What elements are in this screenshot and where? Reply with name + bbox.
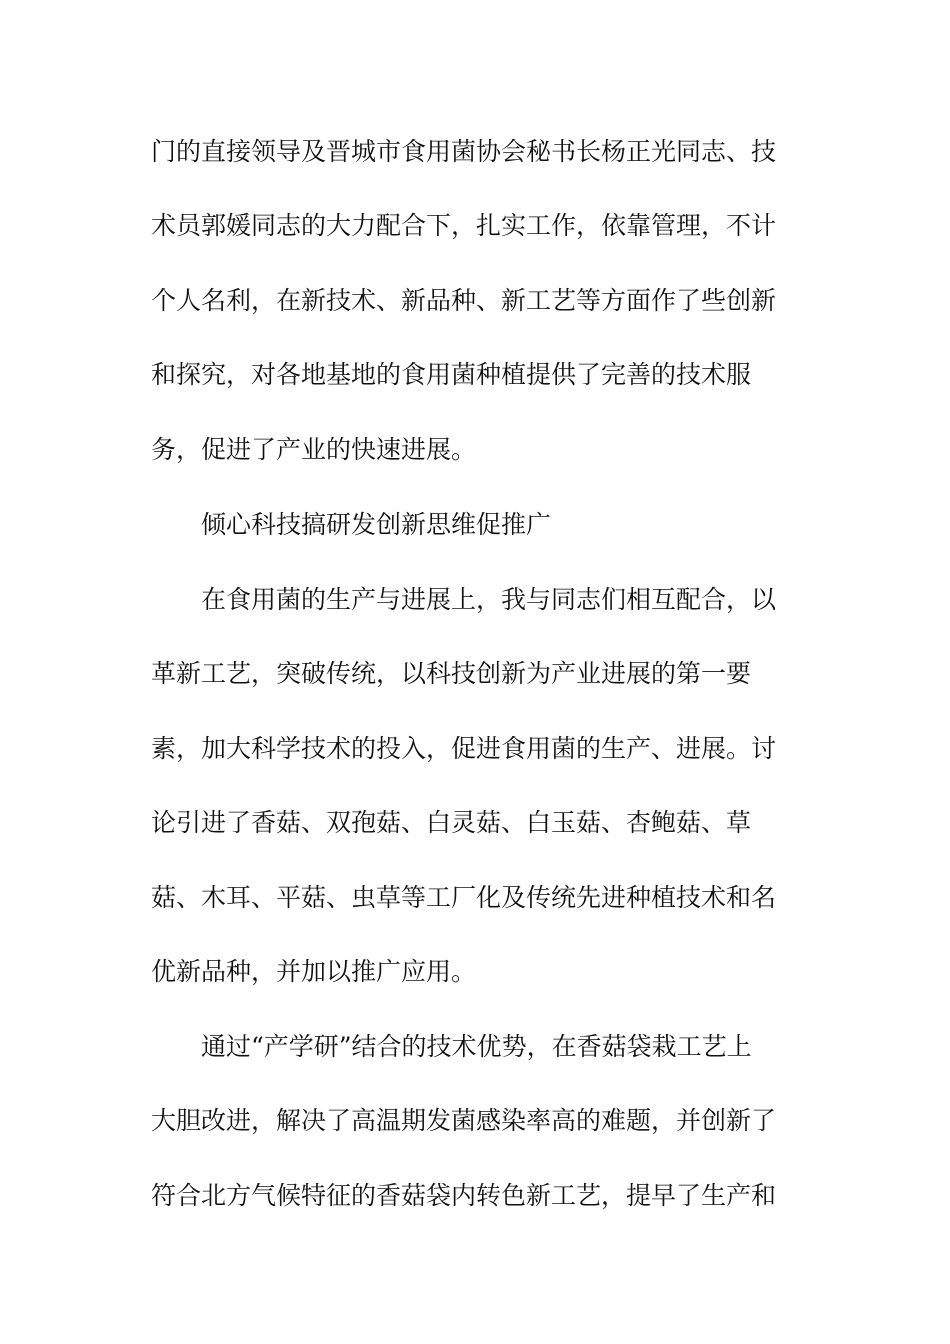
text-line: 大胆改进，解决了高温期发菌感染率高的难题，并创新了 bbox=[151, 1106, 777, 1135]
text-line: 和探究，对各地基地的食用菌种植提供了完善的技术服 bbox=[151, 360, 752, 389]
text-line: 符合北方气候特征的香菇袋内转色新工艺，提早了生产和 bbox=[151, 1181, 777, 1210]
text-line: 革新工艺，突破传统，以科技创新为产业进展的第一要 bbox=[151, 659, 752, 688]
text-line: 论引进了香菇、双孢菇、白灵菇、白玉菇、杏鲍菇、草 bbox=[151, 808, 752, 837]
text-line: 务，促进了产业的快速进展。 bbox=[151, 435, 477, 464]
text-line: 素，加大科学技术的投入，促进食用菌的生产、进展。讨 bbox=[151, 734, 777, 763]
section-heading: 倾心科技搞研发创新思维促推广 bbox=[201, 510, 552, 539]
text-line: 优新品种，并加以推广应用。 bbox=[151, 957, 477, 986]
text-line: 个人名利，在新技术、新品种、新工艺等方面作了些创新 bbox=[151, 286, 777, 315]
text-line: 术员郭媛同志的大力配合下，扎实工作，依靠管理，不计 bbox=[151, 211, 777, 240]
text-line: 通过“产学研”结合的技术优势，在香菇袋栽工艺上 bbox=[201, 1032, 752, 1061]
text-line: 门的直接领导及晋城市食用菌协会秘书长杨正光同志、技 bbox=[151, 137, 777, 166]
text-line: 菇、木耳、平菇、虫草等工厂化及传统先进种植技术和名 bbox=[151, 883, 777, 912]
text-line: 在食用菌的生产与进展上，我与同志们相互配合，以 bbox=[201, 585, 777, 614]
